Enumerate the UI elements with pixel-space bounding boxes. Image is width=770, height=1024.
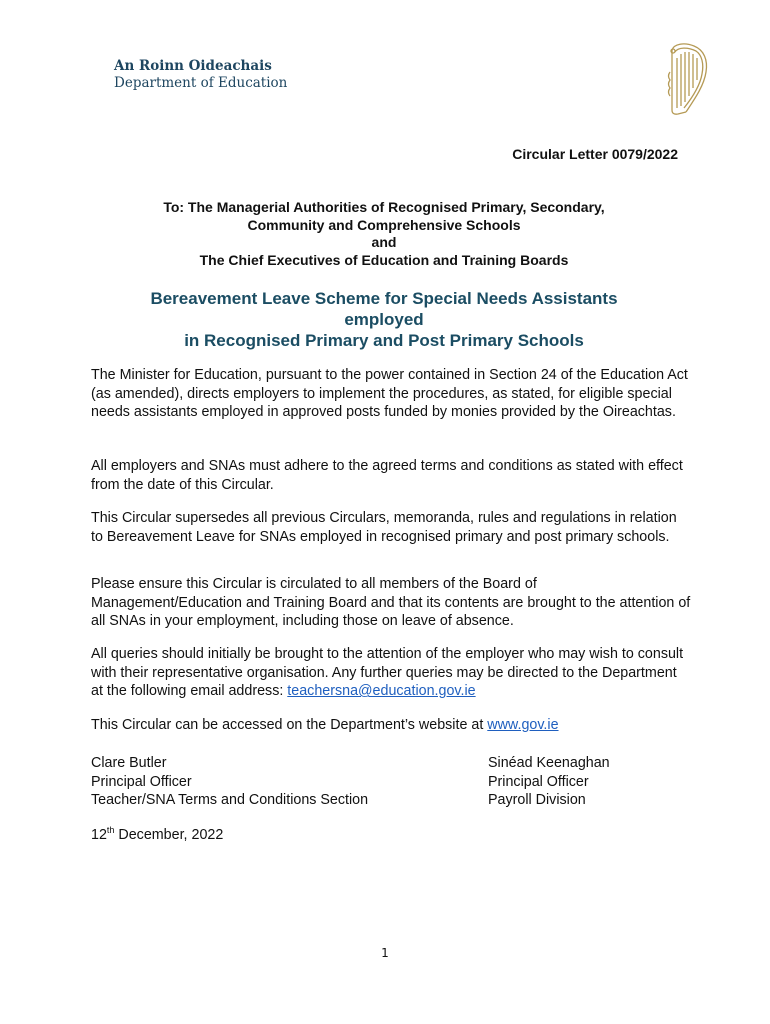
page-number: 1 — [381, 946, 389, 960]
date-rest: December, 2022 — [114, 827, 224, 843]
paragraph-minister-directive: The Minister for Education, pursuant to the power contained in Section 24 of the Education Act (as amended), directs employers to implement the procedures, as stated, for eligible special needs assistants employed in approved posts funded by monies provided by the Oireachtas. — [91, 367, 688, 421]
signatory-role: Principal Officer — [91, 773, 192, 790]
addressee-block — [90, 199, 678, 269]
paragraph-website — [91, 716, 691, 735]
paragraph-supersedes: This Circular supersedes all previous Circulars, memoranda, rules and regulations in relation to Bereavement Leave for SNAs employed in recognised primary and post primary schools. — [91, 510, 677, 545]
addressee-line: To: The Managerial Authorities of Recognised Primary, Secondary, — [163, 199, 605, 215]
department-name-irish: An Roinn Oideachais — [114, 58, 272, 74]
signatory-name: Clare Butler — [91, 755, 167, 771]
addressee-line: The Chief Executives of Education and Training Boards — [199, 251, 569, 268]
addressee-line: Community and Comprehensive Schools — [247, 216, 521, 233]
website-text: This Circular can be accessed on the Department’s website at — [91, 717, 488, 733]
title-line: Bereavement Leave Scheme for Special Needs Assistants — [150, 289, 618, 308]
queries-text: All queries should initially be brought to the attention of the employer who may wish to consult with their representative organisation. Any further queries may be directed to the Department at the following email address: — [91, 646, 684, 700]
document-title — [90, 288, 678, 351]
department-name-english: Department of Education — [114, 75, 288, 91]
title-line: employed — [344, 310, 424, 329]
paragraph-queries — [91, 645, 691, 701]
department-logo-text — [114, 58, 287, 92]
signatory-right — [488, 754, 610, 810]
circular-reference: Circular Letter 0079/2022 — [512, 146, 678, 162]
website-link[interactable]: www.gov.ie — [487, 717, 559, 733]
signatory-section: Teacher/SNA Terms and Conditions Section — [91, 792, 369, 809]
paragraph-circulation: Please ensure this Circular is circulated to all members of the Board of Management/Education and Training Board and that its contents are brought to the attention of all SNAs in your employment, including those on leave of absence. — [91, 576, 691, 630]
addressee-line: and — [371, 234, 397, 250]
signatory-name: Sinéad Keenaghan — [488, 755, 610, 771]
harp-crest-icon — [664, 42, 710, 118]
paragraph-terms-adherence: All employers and SNAs must adhere to the agreed terms and conditions as stated with effect from the date of this Circular. — [91, 458, 683, 493]
signatory-section: Payroll Division — [488, 792, 586, 809]
signatory-role: Principal Officer — [488, 773, 589, 790]
signatory-left — [91, 754, 368, 810]
document-date — [91, 827, 223, 843]
title-line: in Recognised Primary and Post Primary Schools — [184, 331, 584, 350]
date-day: 12 — [91, 827, 107, 843]
email-link[interactable]: teachersna@education.gov.ie — [287, 683, 476, 700]
date-suffix: th — [106, 825, 115, 835]
